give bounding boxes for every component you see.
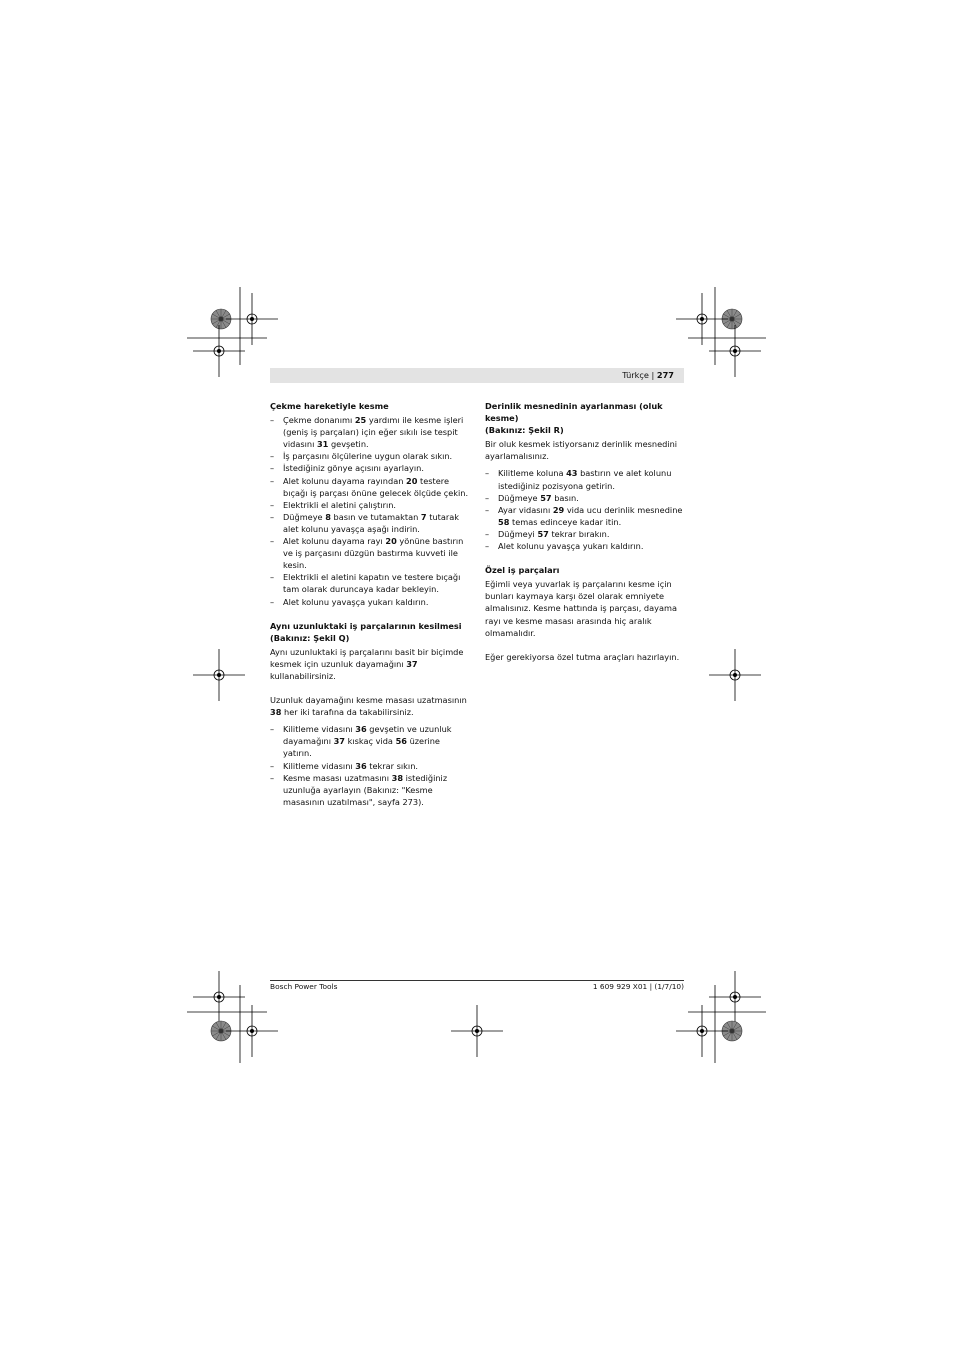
same-length-paragraph-1 [270, 646, 470, 682]
header-language: Türkçe [622, 370, 649, 380]
text-segment: testere bıçağı iş parçası önüne gelecek ölçüde çekin. [283, 475, 469, 498]
registration-dot [700, 317, 704, 321]
text-segment: üzerine yatırın. [283, 736, 440, 759]
section-title-same-length [270, 620, 470, 644]
registration-dot [700, 1029, 704, 1033]
registration-dot [217, 349, 221, 353]
text-segment: tekrar bırakın. [548, 528, 610, 539]
registration-dot [733, 349, 737, 353]
reference-number: 25 [354, 415, 367, 426]
text-segment: her iki tarafına da takabilirsiniz. [281, 707, 414, 718]
text-segment: basın. [551, 492, 579, 503]
section-title-special-workpieces: Özel iş parçaları [485, 565, 560, 576]
color-target-center [730, 317, 735, 322]
list-item [485, 492, 685, 504]
registration-dot [733, 995, 737, 999]
text-segment: istediğiniz uzunluğa ayarlayın (Bakınız: "Kesme masasının uzatılması", sayfa 273). [283, 772, 448, 807]
special-workpieces-paragraph-1: Eğimli veya yuvarlak iş parçalarını kesme için bunları kaymaya karşı özel olarak emniyete almalısınız. Kesme hattında iş parçası, dayama rayı ve kesme masası arasında hiç aralık olmamalıdır. [485, 579, 678, 638]
color-target-center [730, 1029, 735, 1034]
reference-number: 38 [270, 707, 282, 718]
text-segment: Çekme donanımı [283, 415, 355, 426]
text-segment: vida ucu derinlik mesnedine [564, 504, 683, 515]
section-title-same-length-line2: (Bakınız: Şekil Q) [270, 632, 350, 643]
text-segment: Alet kolunu dayama rayından [283, 475, 406, 486]
reference-number: 38 [391, 772, 404, 783]
list-item [270, 772, 470, 808]
text-segment: Aynı uzunluktaki iş parçalarını basit bir biçimde kesmek için uzunluk dayamağını [270, 646, 464, 669]
list-item [270, 571, 470, 595]
list-item [270, 535, 470, 571]
reference-number: 7 [420, 511, 427, 522]
list-item [485, 528, 685, 540]
reference-number: 58 [498, 516, 510, 527]
footer-rule [270, 980, 684, 981]
reference-number: 37 [406, 658, 418, 669]
text-segment: Kilitleme koluna [498, 468, 567, 479]
registration-dot [217, 673, 221, 677]
reference-number: 36 [355, 724, 367, 735]
text-segment: basın ve tutamaktan [330, 511, 421, 522]
text-segment: Düğmeyi [498, 528, 538, 539]
list-item [485, 540, 685, 552]
reference-number: 57 [540, 492, 552, 503]
reference-number: 36 [355, 760, 367, 771]
text-segment: Düğmeye [498, 492, 541, 503]
reference-number: 57 [537, 528, 549, 539]
color-target-center [219, 317, 224, 322]
text-segment: kullanabilirsiniz. [270, 670, 336, 681]
header-separator: | [651, 370, 655, 380]
text-segment: Alet kolunu yavaşça yukarı kaldırın. [283, 596, 429, 607]
color-target-center [219, 1029, 224, 1034]
text-segment: Alet kolunu dayama rayı [283, 536, 386, 547]
list-item [270, 475, 470, 499]
right-column [485, 400, 685, 668]
registration-dot [217, 995, 221, 999]
registration-dot [733, 673, 737, 677]
text-segment: temas edinceye kadar itin. [509, 516, 622, 527]
text-segment: kıskaç vida [345, 736, 396, 747]
list-item [270, 450, 470, 462]
text-segment: yardımı ile kesme işleri (geniş iş parçaları) için eğer sıkılı ise tespit vidasını [283, 415, 464, 450]
section-title-pull-cut: Çekme hareketiyle kesme [270, 401, 389, 411]
list-item [270, 511, 470, 535]
same-length-paragraph-2 [270, 694, 470, 718]
pull-cut-steps [270, 414, 470, 608]
text-segment: Kesme masası uzatmasını [283, 772, 392, 783]
text-segment: gevşetin. [328, 439, 369, 450]
depth-stop-steps [485, 467, 685, 552]
section-title-same-length-line1: Aynı uzunluktaki iş parçalarının kesilmesi [270, 620, 462, 631]
reference-number: 56 [395, 736, 407, 747]
section-title-depth-stop-line1: Derinlik mesnedinin ayarlanması (oluk kesme) [485, 401, 663, 424]
footer-doc-code: 1 609 929 X01 | (1/7/10) [592, 982, 684, 991]
footer-brand: Bosch Power Tools [270, 982, 338, 991]
text-segment: Ayar vidasını [498, 504, 553, 515]
text-segment: Düğmeye [283, 511, 326, 522]
text-segment: Elektrikli el aletini kapatın ve testere bıçağı tam olarak duruncaya kadar bekleyin. [283, 572, 461, 595]
page-header [622, 369, 674, 382]
left-column [270, 400, 470, 820]
reference-number: 29 [552, 504, 565, 515]
list-item [485, 504, 685, 528]
text-segment: Elektrikli el aletini çalıştırın. [283, 499, 397, 510]
special-workpieces-paragraph-2: Eğer gerekiyorsa özel tutma araçları hazırlayın. [485, 651, 680, 662]
list-item [485, 467, 685, 491]
text-segment: Uzunluk dayamağını kesme masası uzatmasının [270, 695, 467, 706]
text-segment: tutarak alet kolunu yavaşça aşağı indirin. [283, 511, 459, 534]
text-segment: Alet kolunu yavaşça yukarı kaldırın. [498, 541, 644, 552]
text-segment: İstediğiniz gönye açısını ayarlayın. [283, 463, 424, 474]
page-number: 277 [656, 370, 674, 380]
list-item [270, 760, 470, 772]
reference-number: 20 [406, 475, 418, 486]
reference-number: 31 [316, 439, 329, 450]
list-item [270, 596, 470, 608]
text-segment: İş parçasını ölçülerine uygun olarak sıkın. [283, 451, 453, 462]
text-segment: tekrar sıkın. [366, 760, 418, 771]
reference-number: 20 [385, 536, 397, 547]
reference-number: 37 [333, 736, 346, 747]
section-title-depth-stop-line2: (Bakınız: Şekil R) [485, 425, 564, 436]
section-title-depth-stop [485, 400, 685, 436]
text-segment: yönüne bastırın ve iş parçasını düzgün bastırma kuvveti ile kesin. [283, 536, 464, 571]
text-segment: Kilitleme vidasını [283, 760, 356, 771]
list-item [270, 499, 470, 511]
registration-dot [475, 1029, 479, 1033]
depth-stop-intro: Bir oluk kesmek istiyorsanız derinlik mesnedini ayarlamalısınız. [485, 439, 678, 462]
page-header-bar [270, 368, 684, 383]
registration-dot [250, 317, 254, 321]
list-item [270, 462, 470, 474]
text-segment: bastırın ve alet kolunu istediğiniz pozisyona getirin. [498, 468, 672, 491]
registration-dot [250, 1029, 254, 1033]
list-item [270, 723, 470, 759]
list-item [270, 414, 470, 450]
same-length-steps [270, 723, 470, 808]
text-segment: Kilitleme vidasını [283, 724, 356, 735]
reference-number: 43 [566, 468, 578, 479]
text-segment: gevşetin ve uzunluk dayamağını [283, 724, 452, 747]
reference-number: 8 [325, 511, 331, 522]
